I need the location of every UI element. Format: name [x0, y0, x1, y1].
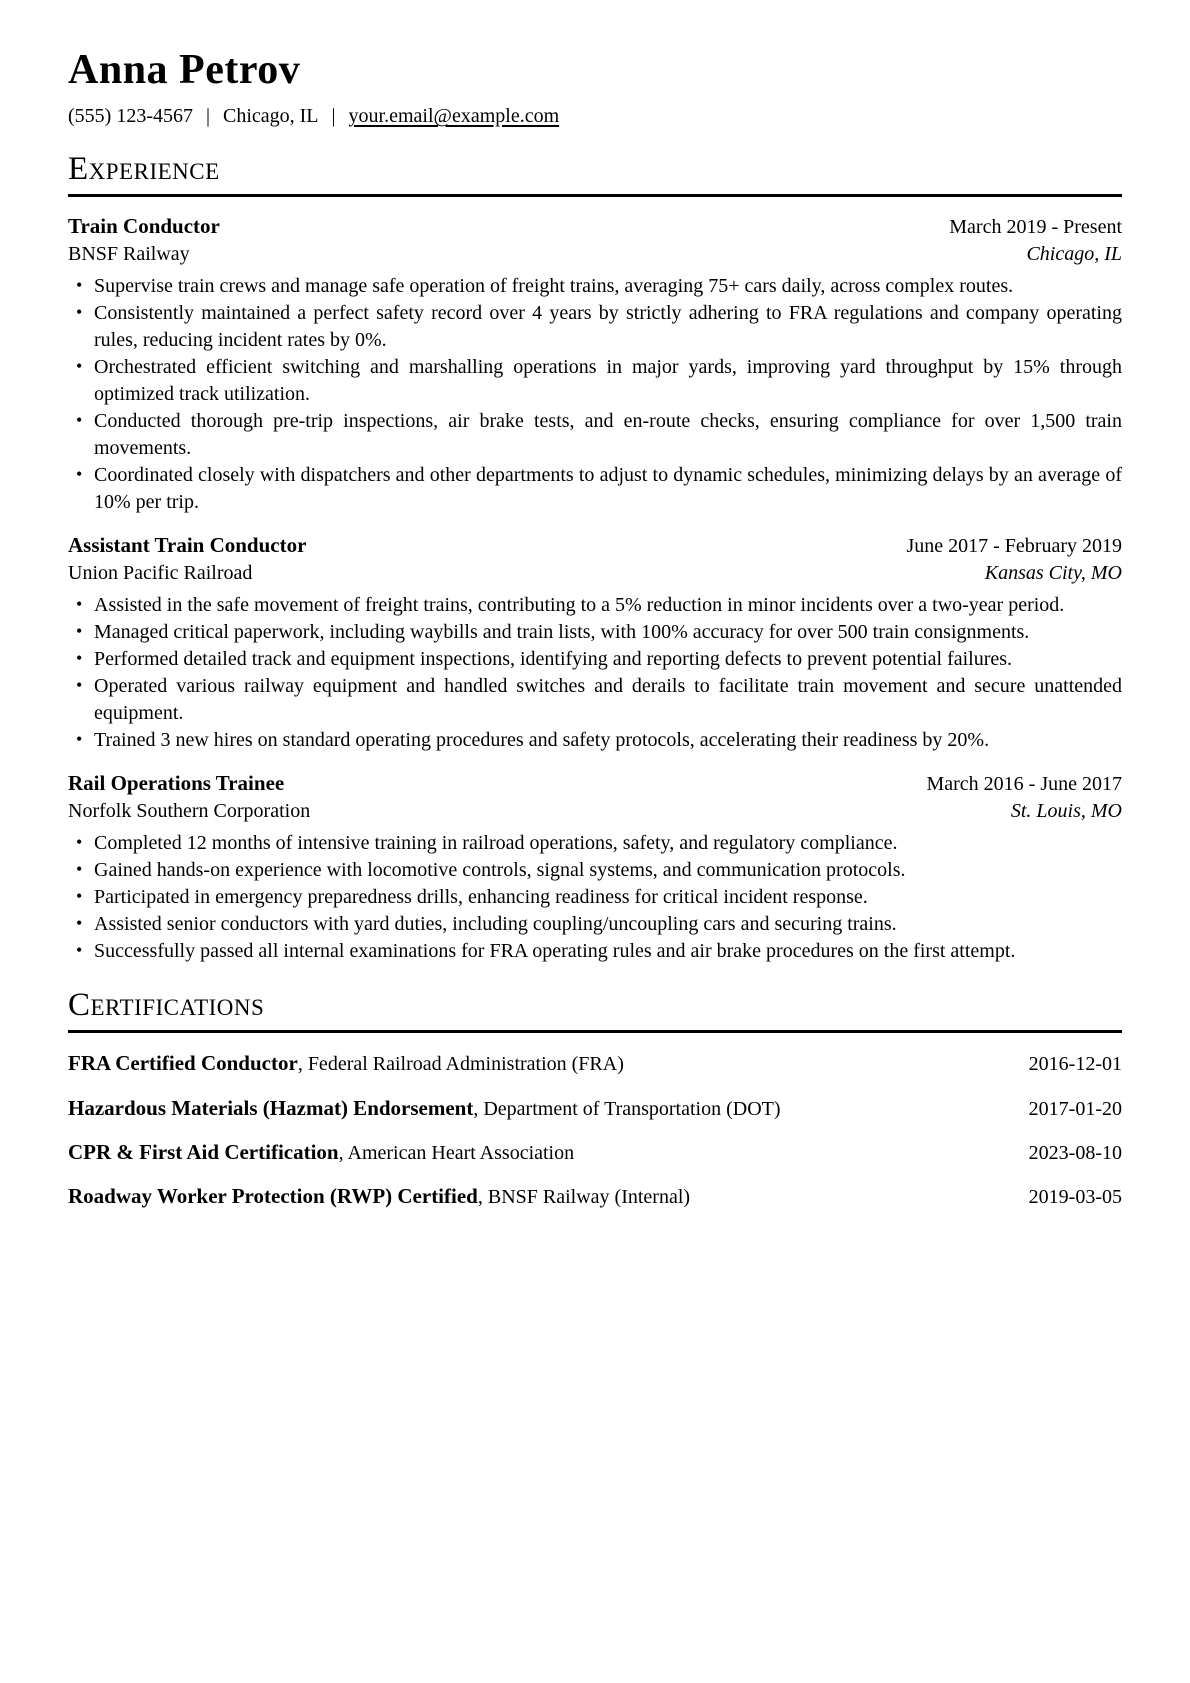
bullet-item: • Coordinated closely with dispatchers and other departments to adjust to dynamic schedules, minimizing delays by an average of 10% per trip.: [68, 462, 1122, 516]
phone-number: (555) 123-4567: [68, 105, 193, 128]
experience-heading: Experience: [68, 153, 1122, 197]
certification-row: [68, 1050, 1122, 1077]
job-dates: March 2016 - June 2017: [926, 773, 1122, 796]
job-title: Train Conductor: [68, 214, 220, 239]
job-title: Rail Operations Trainee: [68, 771, 285, 796]
bullet-list: [68, 592, 1122, 754]
bullet-item: • Assisted senior conductors with yard duties, including coupling/uncoupling cars and securing trains.: [68, 911, 1122, 938]
experience-entry: [68, 769, 1122, 965]
certification-issuer: , BNSF Railway (Internal): [477, 1186, 691, 1209]
experience-list: [68, 212, 1122, 965]
bullet-item: • Gained hands-on experience with locomotive controls, signal systems, and communication protocols.: [68, 857, 1122, 884]
bullet-item: • Assisted in the safe movement of freight trains, contributing to a 5% reduction in minor incidents over a two-year period.: [68, 592, 1122, 619]
certification-text: [68, 1183, 690, 1210]
certification-date: 2017-01-20: [1028, 1097, 1122, 1120]
bullet-list: [68, 273, 1122, 516]
contact-line: [68, 103, 1122, 129]
certification-date: 2016-12-01: [1028, 1053, 1122, 1076]
certification-text: [68, 1139, 574, 1166]
resume-header: [68, 46, 1122, 129]
job-header-row: [68, 769, 1122, 798]
certification-issuer: , Federal Railroad Administration (FRA): [297, 1053, 624, 1076]
bullet-item: • Orchestrated efficient switching and marshalling operations in major yards, improving yard throughput by 15% through optimized track utilization.: [68, 354, 1122, 408]
certification-text: [68, 1095, 781, 1122]
certification-date: 2023-08-10: [1028, 1141, 1122, 1164]
bullet-list: [68, 830, 1122, 965]
certification-name: CPR & First Aid Certification: [68, 1139, 339, 1164]
certification-row: [68, 1139, 1122, 1166]
bullet-item: • Participated in emergency preparedness drills, enhancing readiness for critical incident response.: [68, 884, 1122, 911]
email-link[interactable]: your.email@example.com: [348, 105, 560, 128]
bullet-item: • Operated various railway equipment and handled switches and derails to facilitate train movement and secure unattended equipment.: [68, 673, 1122, 727]
experience-entry: [68, 531, 1122, 754]
bullet-item: • Consistently maintained a perfect safety record over 4 years by strictly adhering to FRA regulations and company operating rules, reducing incident rates by 0%.: [68, 300, 1122, 354]
bullet-item: • Conducted thorough pre-trip inspections, air brake tests, and en-route checks, ensuring compliance for over 1,500 train movements.: [68, 408, 1122, 462]
bullet-item: • Performed detailed track and equipment inspections, identifying and reporting defects to prevent potential failures.: [68, 646, 1122, 673]
job-dates: March 2019 - Present: [949, 216, 1122, 239]
company-name: BNSF Railway: [68, 243, 190, 266]
person-name: Anna Petrov: [68, 47, 301, 93]
certification-text: [68, 1050, 624, 1077]
certification-name: Hazardous Materials (Hazmat) Endorsement: [68, 1095, 474, 1120]
separator: |: [331, 105, 336, 128]
certification-name: FRA Certified Conductor: [68, 1051, 298, 1076]
job-subheader-row: [68, 560, 1122, 587]
job-location: Chicago, IL: [1026, 243, 1122, 266]
job-header-row: [68, 531, 1122, 560]
job-title: Assistant Train Conductor: [68, 533, 307, 558]
bullet-item: • Managed critical paperwork, including waybills and train lists, with 100% accuracy for over 500 train consignments.: [68, 619, 1122, 646]
job-location: St. Louis, MO: [1010, 800, 1122, 823]
company-name: Norfolk Southern Corporation: [68, 800, 311, 823]
company-name: Union Pacific Railroad: [68, 562, 253, 585]
certification-issuer: , American Heart Association: [338, 1141, 575, 1164]
certification-row: [68, 1183, 1122, 1210]
experience-section: [68, 153, 1122, 965]
experience-entry: [68, 212, 1122, 516]
bullet-item: • Trained 3 new hires on standard operating procedures and safety protocols, accelerating their readiness by 20%.: [68, 727, 1122, 754]
bullet-item: • Supervise train crews and manage safe operation of freight trains, averaging 75+ cars daily, across complex routes.: [68, 273, 1122, 300]
bullet-item: • Successfully passed all internal examinations for FRA operating rules and air brake procedures on the first attempt.: [68, 938, 1122, 965]
certifications-heading: Certifications: [68, 989, 1122, 1033]
job-subheader-row: [68, 798, 1122, 825]
bullet-item: • Completed 12 months of intensive training in railroad operations, safety, and regulatory compliance.: [68, 830, 1122, 857]
certification-row: [68, 1095, 1122, 1122]
certifications-list: [68, 1050, 1122, 1210]
job-dates: June 2017 - February 2019: [906, 535, 1122, 558]
separator: |: [205, 105, 210, 128]
certification-issuer: , Department of Transportation (DOT): [473, 1097, 781, 1120]
job-header-row: [68, 212, 1122, 241]
job-subheader-row: [68, 241, 1122, 268]
job-location: Kansas City, MO: [984, 562, 1122, 585]
certifications-section: [68, 989, 1122, 1210]
location-text: Chicago, IL: [223, 105, 319, 128]
certification-name: Roadway Worker Protection (RWP) Certified: [68, 1184, 478, 1209]
certification-date: 2019-03-05: [1028, 1186, 1122, 1209]
